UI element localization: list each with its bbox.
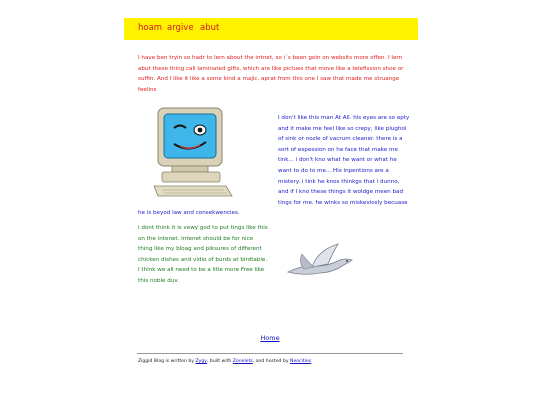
post-bird-text: i dont think it is vewy god to put tings like this on the intenet. Intenet should be for nice thing like my bloag and piksures of different chicken dishes and vidio of burds at birdtable. I think we all need to be a litle more Free like this noble duv. [138,225,268,284]
home-link[interactable]: Home [260,334,280,342]
nav-link-about[interactable]: abut [200,23,220,33]
nav-bar [124,18,418,40]
nav-link-archive[interactable]: argive [167,23,194,33]
footer-divider [137,353,403,354]
home-link-container [0,334,540,342]
footer-prefix: Ziggid Blog is written by [138,359,196,364]
footer-tool-link[interactable]: Zonelets [232,359,253,364]
winking-computer-gif [152,106,234,200]
footer-author-link[interactable]: Zygy [195,359,207,364]
flying-bird-gif [282,240,357,280]
post-intro-text: I have ben tryin so hadr to lern about the intnet, so i´s been goin on websits more offen. I lern abut these thing call laminated gifts, which are like pictues that move like a telefission shoe or suffin. And I like it like a some kind a majic, aprat from this one I saw that made me struange feelins [138,55,404,94]
footer-built: , built with [207,359,233,364]
footer [138,359,408,364]
footer-hosted: , and hosted by [252,359,291,364]
nav-link-home[interactable]: hoam [138,23,163,33]
post-computer-man-text: I don't like this man At All. his eyes are so epty and it make me feel like so crepy, like plughol of sink or nozle of vacrum cleaner. there is a sort of expession on he face that make me tink... i don't kno what he want or what he want to do to me... His inpentions are a mistery. i tink he knos thinkgs that i dunno, and if I kno these things it woldge meen bad tings for me. he winks so miskeviosly becuase he is beyod law and consekwencies. [138,115,410,217]
footer-host-link[interactable]: Neocities [290,359,312,364]
